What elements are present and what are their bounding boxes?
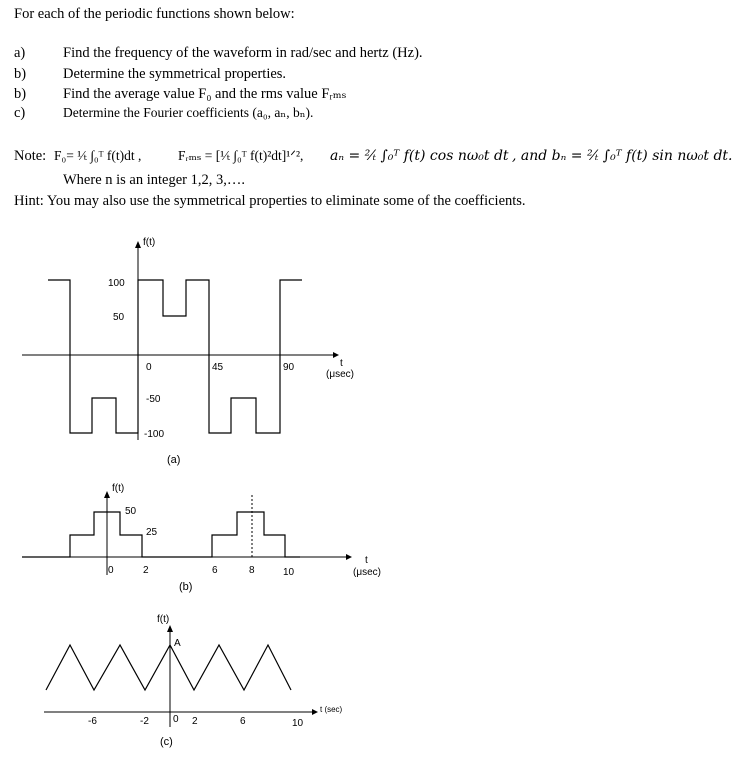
graph-b-y-label: f(t): [112, 483, 125, 494]
graph-c-y-arrow: [167, 625, 173, 632]
graph-b-x-tick-8: 8: [249, 565, 255, 576]
graph-c-x-tick-2: 2: [192, 716, 198, 727]
graph-c: [44, 614, 343, 748]
graph-a-caption: (a): [167, 454, 181, 466]
graph-b-caption: (b): [179, 581, 193, 593]
graph-c-x-tick-0: 0: [173, 714, 179, 725]
graph-a-x-tick-90: 90: [283, 362, 295, 373]
graph-a-y-arrow: [135, 241, 141, 248]
graph-c-x-tick-neg2: -2: [140, 716, 149, 727]
graph-a-y-tick-neg50: -50: [146, 394, 161, 405]
item-label: b): [14, 66, 27, 82]
item-text: Determine the Fourier coefficients (a₀, aₙ, bₙ).: [63, 105, 314, 120]
graph-b-y-tick-25: 25: [146, 527, 158, 538]
graph-a-y-tick-50: 50: [113, 312, 125, 323]
item-label: a): [14, 45, 26, 61]
graph-b: [22, 483, 381, 593]
graph-c-x-arrow: [312, 709, 318, 715]
graph-b-x-units: (μsec): [353, 567, 381, 578]
graph-a-x-label: t: [340, 358, 343, 369]
item-label: b): [14, 86, 27, 102]
graph-b-x-tick-0: 0: [108, 565, 114, 576]
graph-a-x-tick-45: 45: [212, 362, 224, 373]
graph-a-x-arrow: [333, 352, 339, 358]
graph-b-x-arrow: [346, 554, 352, 560]
note-an-formula: aₙ = ²⁄ₜ ∫₀ᵀ f(t) cos nω₀t dt: [330, 148, 509, 164]
graph-a-y-tick-100: 100: [108, 278, 125, 289]
graph-b-x-tick-10: 10: [283, 567, 295, 578]
graph-c-y-label: f(t): [157, 614, 170, 625]
graph-b-y-arrow: [104, 491, 110, 498]
note-label: Note:: [14, 148, 47, 164]
graph-b-x-label: t: [365, 555, 368, 566]
graph-a-x-units: (μsec): [326, 369, 354, 380]
graph-a-waveform: [48, 280, 302, 433]
item-text: Determine the symmetrical properties.: [63, 66, 287, 82]
item-text: Find the average value F₀ and the rms value Fᵣₘₛ: [63, 86, 347, 102]
graph-a-y-label: f(t): [143, 237, 156, 248]
graph-c-x-tick-6: 6: [240, 716, 246, 727]
graph-c-caption: (c): [160, 736, 173, 748]
graph-a-y-tick-neg100: -100: [144, 429, 165, 440]
graph-c-x-tick-10: 10: [292, 718, 304, 729]
graph-a-x-tick-0: 0: [146, 362, 152, 373]
graph-a: [22, 237, 354, 466]
item-label: c): [14, 105, 26, 121]
graph-c-x-label: t (sec): [320, 705, 343, 714]
note-bn-formula: , and bₙ = ²⁄ₜ ∫₀ᵀ f(t) sin nω₀t dt.: [512, 148, 733, 164]
graph-c-waveform: [46, 645, 291, 690]
item-text: Find the frequency of the waveform in rad/sec and hertz (Hz).: [63, 45, 423, 61]
intro-text: For each of the periodic functions shown below:: [14, 6, 295, 22]
graph-c-peak-label: A: [174, 638, 181, 649]
graph-b-x-tick-6: 6: [212, 565, 218, 576]
hint-text: Hint: You may also use the symmetrical properties to eliminate some of the coefficients.: [14, 193, 526, 209]
graph-c-x-tick-neg6: -6: [88, 716, 97, 727]
note-f0-formula: F₀= ¹⁄ₜ ∫₀ᵀ f(t)dt ,: [54, 148, 142, 163]
graph-b-waveform: [22, 512, 300, 557]
graph-b-x-tick-2: 2: [143, 565, 149, 576]
note-where-text: Where n is an integer 1,2, 3,….: [63, 172, 246, 188]
note-frms-formula: Fᵣₘₛ = [¹⁄ₜ ∫₀ᵀ f(t)²dt]¹ᐟ²,: [178, 148, 304, 163]
graph-b-y-tick-50: 50: [125, 506, 137, 517]
